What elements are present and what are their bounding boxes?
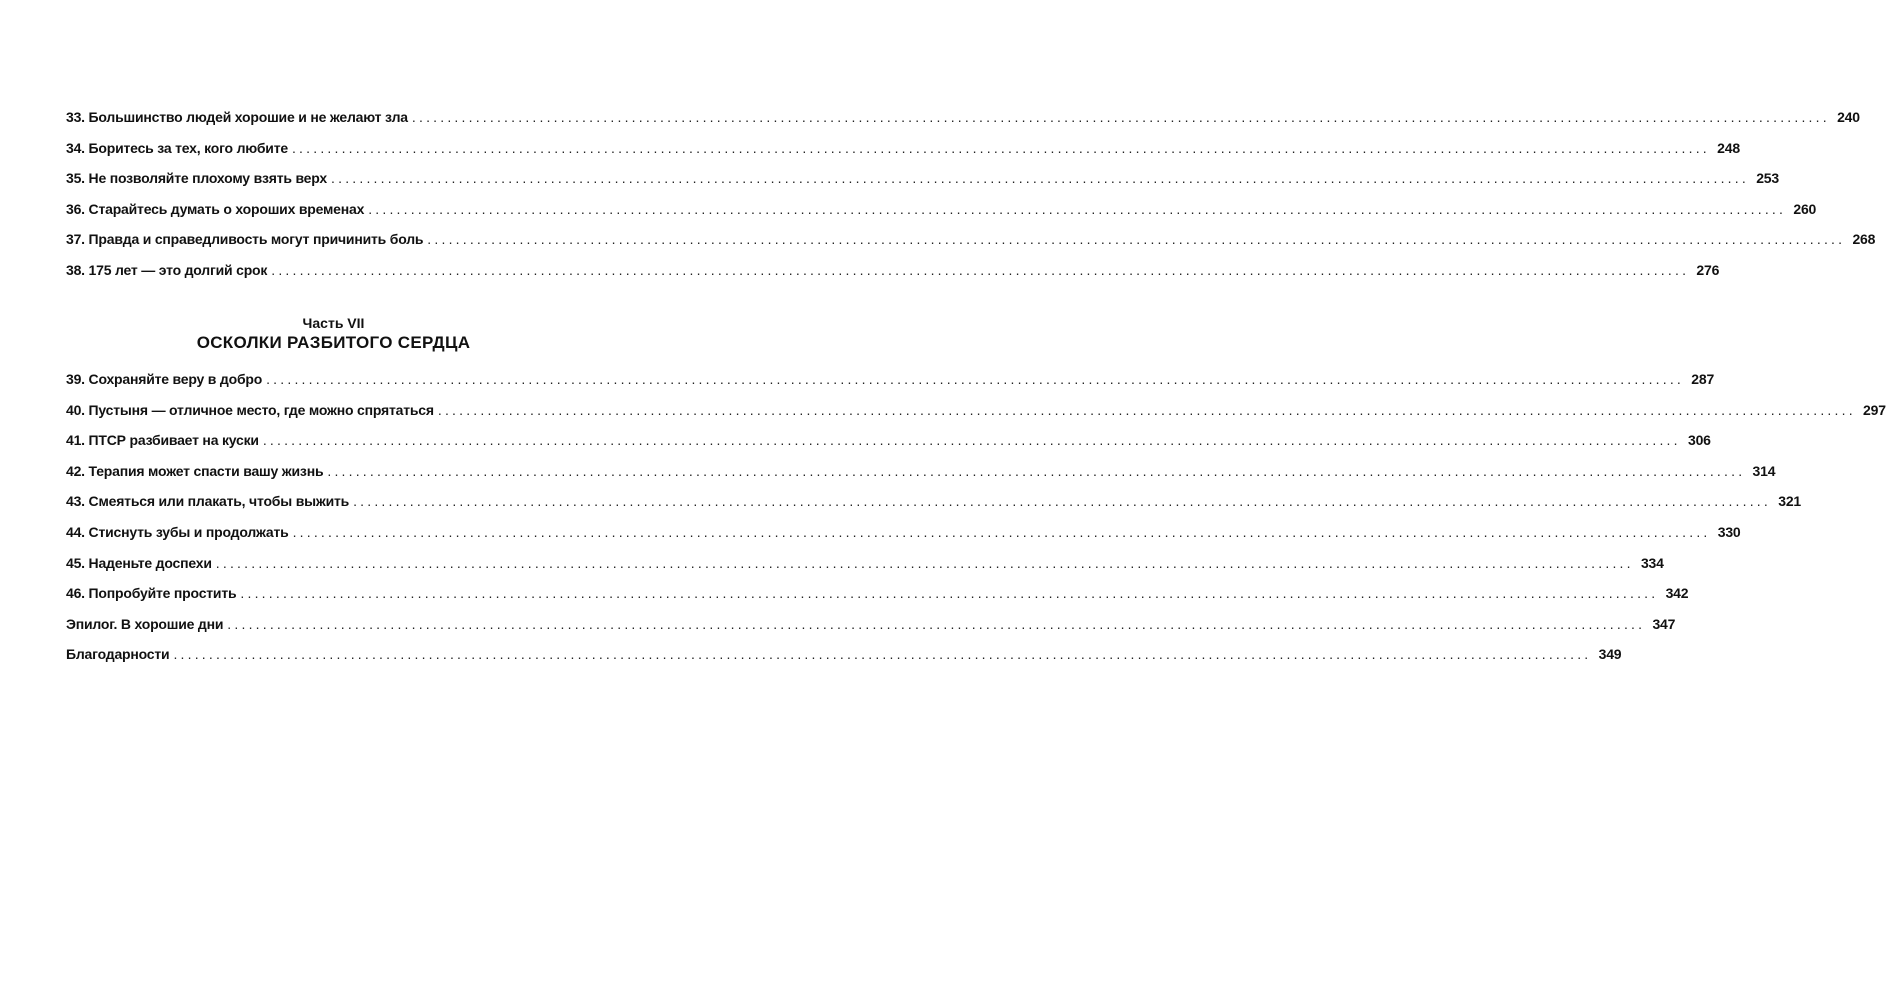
toc-entry-title: 38. 175 лет — это долгий срок [66, 261, 268, 278]
toc-entry-page: 330 [1717, 523, 1741, 540]
toc-entry-acknowledgements[interactable] [66, 646, 1622, 677]
toc-entry-title: 36. Старайтесь думать о хороших временах [66, 200, 365, 217]
toc-list-part-7 [66, 371, 1886, 677]
dot-leader: ........................................................................................................................................................................................................ [327, 462, 1746, 479]
toc-list-part-6 [66, 109, 1876, 293]
toc-entry[interactable] [66, 493, 1801, 524]
toc-entry[interactable] [66, 585, 1689, 616]
toc-entry[interactable] [66, 554, 1664, 586]
toc-entry-title: 43. Смеяться или плакать, чтобы выжить [66, 493, 350, 510]
part-heading [0, 314, 667, 354]
dot-leader: ........................................................................................................................................................................................................ [331, 170, 1749, 187]
dot-leader: ........................................................................................................................................................................................................ [292, 523, 1711, 540]
toc-entry[interactable] [66, 371, 1715, 402]
toc-entry-title: 35. Не позволяйте плохому взять верх [66, 170, 328, 187]
toc-entry[interactable] [66, 462, 1776, 494]
dot-leader: ........................................................................................................................................................................................................ [173, 646, 1592, 663]
dot-leader: ........................................................................................................................................................................................................ [227, 615, 1646, 632]
dot-leader: ........................................................................................................................................................................................................ [411, 109, 1830, 125]
toc-entry-page: 349 [1598, 646, 1622, 663]
toc-entry[interactable] [66, 109, 1860, 140]
toc-entry-title: 40. Пустыня — отличное место, где можно спрятаться [66, 401, 434, 418]
toc-entry-page: 260 [1793, 200, 1817, 217]
toc-entry-page: 347 [1652, 615, 1676, 632]
toc-entry-title: 45. Наденьте доспехи [66, 554, 212, 571]
toc-entry-title: 42. Терапия может спасти вашу жизнь [66, 462, 324, 479]
toc-entry-title: 41. ПТСР разбивает на куски [66, 432, 259, 449]
toc-entry-page: 342 [1665, 585, 1689, 602]
toc-entry-epilogue[interactable] [66, 615, 1676, 647]
toc-entry[interactable] [66, 231, 1876, 262]
toc-entry-page: 306 [1687, 432, 1711, 449]
dot-leader: ........................................................................................................................................................................................................ [291, 139, 1710, 156]
toc-entry-title: 44. Стиснуть зубы и продолжать [66, 523, 289, 540]
toc-entry[interactable] [66, 523, 1741, 555]
toc-entry[interactable] [66, 401, 1886, 433]
toc-entry-title: Благодарности [66, 646, 170, 663]
toc-entry-title: 34. Боритесь за тех, кого любите [66, 139, 288, 156]
dot-leader: ........................................................................................................................................................................................................ [271, 261, 1690, 278]
toc-entry-page: 268 [1852, 231, 1876, 248]
dot-leader: ........................................................................................................................................................................................................ [353, 493, 1771, 510]
toc-entry-title: 46. Попробуйте простить [66, 585, 237, 602]
toc-entry-page: 297 [1863, 401, 1886, 418]
part-title: ОСКОЛКИ РАЗБИТОГО СЕРДЦА [196, 333, 471, 352]
toc-entry-page: 253 [1756, 170, 1779, 187]
toc-entry[interactable] [66, 432, 1711, 463]
toc-entry-page: 276 [1696, 261, 1720, 278]
dot-leader: ........................................................................................................................................................................................................ [437, 401, 1856, 418]
toc-entry-page: 240 [1837, 109, 1860, 125]
toc-entry-title: Эпилог. В хорошие дни [66, 615, 224, 632]
dot-leader: ........................................................................................................................................................................................................ [215, 554, 1634, 571]
toc-entry-page: 248 [1717, 139, 1740, 156]
toc-entry-page: 321 [1778, 493, 1801, 510]
dot-leader: ........................................................................................................................................................................................................ [368, 200, 1787, 217]
toc-entry[interactable] [66, 139, 1740, 171]
toc-entry-page: 334 [1640, 554, 1664, 571]
part-label: Часть VII [302, 315, 365, 331]
toc-entry[interactable] [66, 170, 1779, 201]
dot-leader: ........................................................................................................................................................................................................ [427, 231, 1846, 248]
dot-leader: ........................................................................................................................................................................................................ [266, 371, 1685, 387]
toc-entry[interactable] [66, 261, 1720, 293]
dot-leader: ........................................................................................................................................................................................................ [262, 432, 1681, 449]
toc-entry-page: 287 [1691, 371, 1715, 387]
toc-entry[interactable] [66, 200, 1817, 232]
toc-entry-page: 314 [1752, 462, 1776, 479]
dot-leader: ........................................................................................................................................................................................................ [240, 585, 1659, 602]
toc-entry-title: 33. Большинство людей хорошие и не желают зла [66, 109, 408, 125]
toc-entry-title: 37. Правда и справедливость могут причинить боль [66, 231, 424, 248]
toc-entry-title: 39. Сохраняйте веру в добро [66, 371, 263, 387]
